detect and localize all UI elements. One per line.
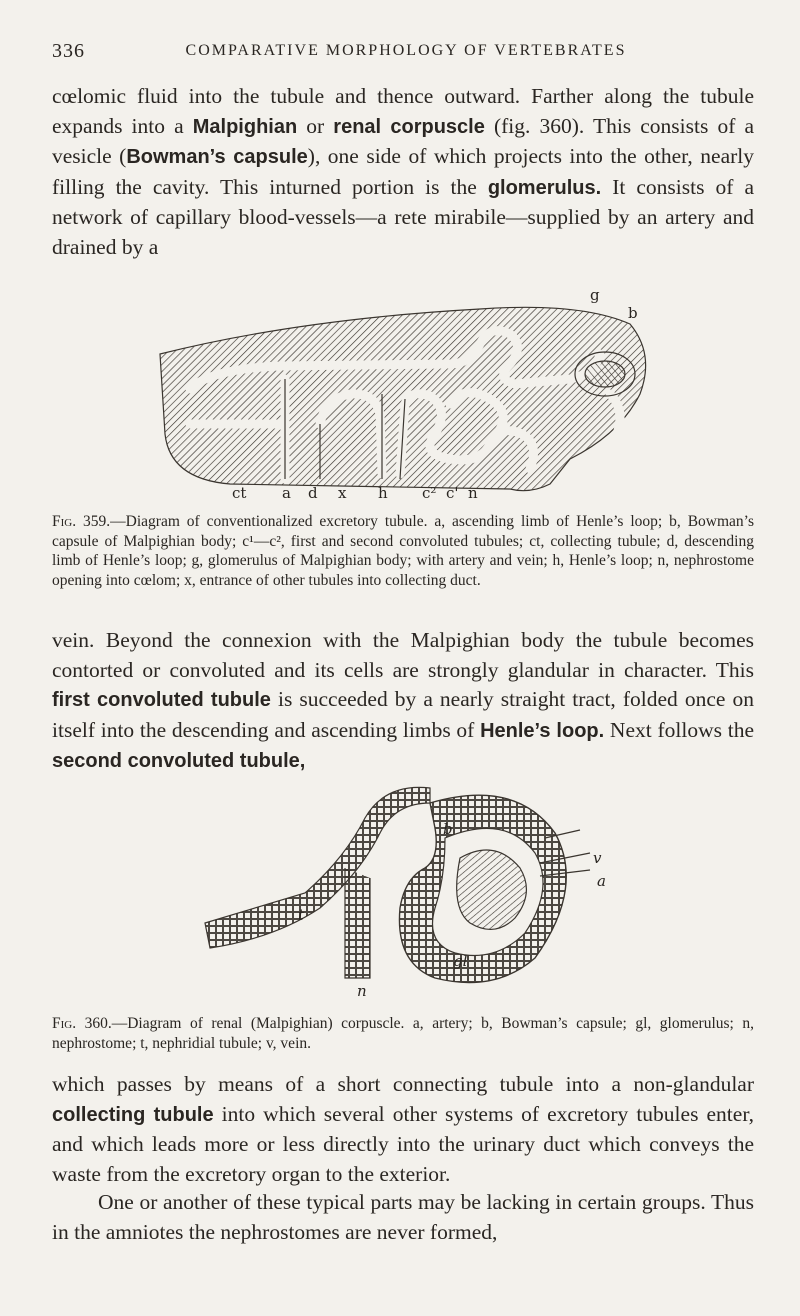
term-malpighian: Malpighian	[192, 115, 298, 138]
nephridial-tubule	[205, 787, 430, 978]
label-g: g	[590, 286, 600, 304]
text: (fig. 360). This consists of a vesicle (	[52, 113, 754, 168]
figure-359-excretory-tubule-diagram	[150, 284, 670, 506]
text: or	[297, 113, 334, 138]
text: which passes by means of a short connecting tubule into a non-glandular	[52, 1072, 754, 1096]
label-n: n	[468, 484, 478, 502]
running-title: COMPARATIVE MORPHOLOGY OF VERTEBRATES	[185, 42, 627, 59]
page-number: 336	[52, 40, 85, 62]
figure-360-renal-corpuscle-diagram	[195, 758, 615, 1013]
text: ), one side of which projects into the other, nearly filling the cavity. This inturned portion is the	[52, 144, 754, 199]
term-second-convoluted-tubule: second convoluted tubule,	[52, 750, 306, 772]
figure-360-caption-text: —Diagram of renal (Malpighian) corpuscle. a, artery; b, Bowman’s capsule; gl, glomerulus; n, nephrostome; t, nephridial tubule; v, vein.	[52, 1015, 754, 1052]
text: One or another of these typical parts may be lacking in certain groups. Thus in the amniotes the nephrostomes are never formed,	[52, 1190, 754, 1244]
term-glomerulus: glomerulus.	[487, 176, 602, 199]
term-bowmans-capsule: Bowman’s capsule	[126, 146, 308, 168]
label-ct: ct	[232, 484, 247, 502]
term-henles-loop: Henle’s loop.	[480, 719, 605, 742]
label-v: v	[593, 849, 602, 867]
label-c2: c²	[422, 484, 437, 502]
label-b: b	[628, 304, 638, 322]
text: cœlomic fluid into the tubule and thence outward. Farther along the tubule expands into a	[52, 84, 754, 138]
figure-360-caption	[52, 1014, 754, 1053]
paragraph-1	[52, 82, 754, 262]
label-x: x	[338, 484, 347, 502]
paragraph-3	[52, 1070, 754, 1189]
text: into which several other systems of excretory tubules enter, and which leads more or less directly into the urinary duct which conveys the waste from the excretory organ to the exterior.	[52, 1101, 754, 1186]
label-n: n	[357, 982, 367, 1000]
figure-359-caption-label: Fig. 359.	[52, 513, 111, 530]
paragraph-2	[52, 626, 754, 777]
paragraph-4	[52, 1188, 754, 1247]
figure-359-caption	[52, 512, 754, 590]
label-h: h	[378, 484, 388, 502]
page-header	[52, 40, 760, 70]
label-c1: c'	[446, 484, 459, 502]
term-renal-corpuscle: renal corpuscle	[333, 115, 485, 138]
label-a: a	[282, 484, 291, 502]
figure-360-caption-label: Fig. 360.	[52, 1015, 112, 1032]
label-b: b	[443, 820, 453, 838]
label-a: a	[597, 872, 606, 890]
text: vein. Beyond the connexion with the Malpighian body the tubule becomes contorted or convoluted and its cells are strongly glandular in character. This	[52, 628, 754, 682]
text: It consists of a network of capillary blood-vessels—a rete mirabile—supplied by an artery and drained by a	[52, 174, 754, 259]
label-t: t	[298, 906, 305, 924]
figure-359-caption-text: —Diagram of conventionalized excretory tubule. a, ascending limb of Henle’s loop; b, Bowman’s capsule of Malpighian body; c¹—c², first and second convoluted tubules; ct, collecting tubule; d, descending limb of Henle’s loop; g, glomerulus of Malpighian body; with artery and vein; h, Henle’s loop; n, nephrostome opening into cœlom; x, entrance of other tubules into collecting duct.	[52, 513, 754, 589]
label-d: d	[308, 484, 318, 502]
term-collecting-tubule: collecting tubule	[52, 1103, 214, 1126]
text: is succeeded by a nearly straight tract, folded once on itself into the descending and ascending limbs of	[52, 687, 754, 742]
text: Next follows the	[604, 717, 754, 742]
term-first-convoluted-tubule: first convoluted tubule	[52, 689, 271, 711]
label-gl: gl	[453, 952, 468, 970]
